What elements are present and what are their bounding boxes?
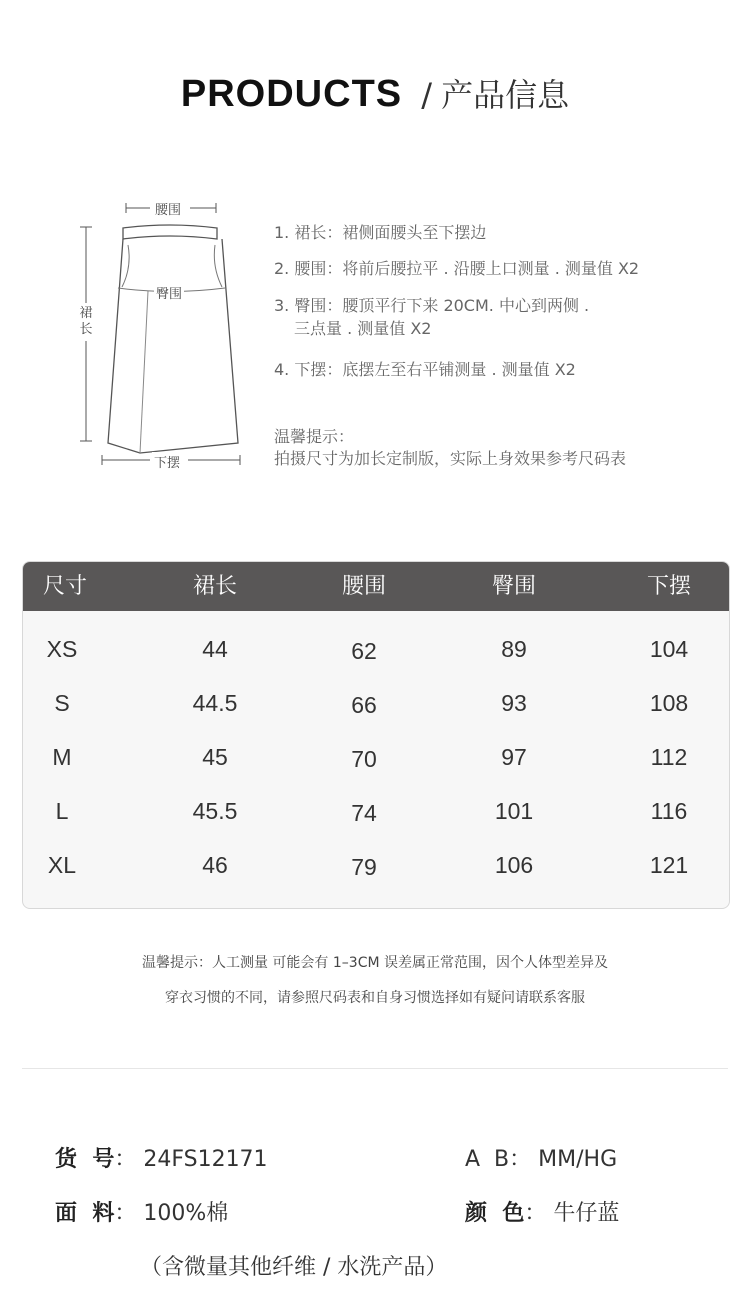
size-table [22, 561, 730, 909]
note-tip-title: 温馨提示： [274, 427, 355, 446]
fabric-label: 面 料 [55, 1201, 115, 1226]
cell-waist: 66 [351, 692, 377, 718]
header-hem: 下摆 [646, 574, 691, 599]
cell-hem: 121 [649, 852, 689, 878]
cell-waist: 79 [351, 854, 377, 880]
cell-size: XS [46, 636, 78, 662]
ab-value: MM/HG [538, 1147, 618, 1172]
section-divider [22, 1068, 728, 1069]
fabric-value: 100%棉 [143, 1201, 229, 1226]
ab-label: A B [465, 1147, 510, 1172]
skirt-measurement-diagram [70, 195, 260, 475]
cell-hip: 106 [494, 852, 534, 878]
diagram-length-char-2: 长 [79, 322, 93, 337]
cell-hip: 101 [494, 798, 534, 824]
cell-hem: 112 [650, 744, 688, 770]
cell-size: XL [47, 852, 77, 878]
header-size: 尺寸 [42, 574, 87, 599]
diagram-waist-label: 腰围 [153, 199, 183, 218]
cell-hip: 97 [501, 744, 527, 770]
item-number: 货 号： 24FS12171 [55, 1147, 268, 1172]
title-en: PRODUCTS [180, 73, 403, 115]
item-number-value: 24FS12171 [143, 1147, 268, 1172]
cell-length: 44 [202, 636, 228, 662]
cell-hem: 104 [649, 636, 689, 662]
tip-line-1: 温馨提示：人工测量 可能会有 1–3CM 误差属正常范围，因个人体型差异及 [141, 955, 609, 971]
diagram-length-char-1: 裙 [79, 306, 93, 321]
diagram-hem-label: 下摆 [152, 452, 182, 471]
skirt-slit-line [140, 291, 148, 453]
note-waist: 2. 腰围：将前后腰拉平 . 沿腰上口测量 . 测量值 X2 [274, 259, 640, 278]
note-hip: 3. 臀围：腰顶平行下来 20CM. 中心到两侧 . [274, 296, 590, 315]
page-title [0, 70, 750, 116]
fabric-note: （含微量其他纤维 / 水洗产品） [140, 1255, 448, 1280]
color-value: 牛仔蓝 [553, 1201, 620, 1226]
cell-size: S [54, 690, 70, 716]
pocket-left [122, 245, 129, 287]
cell-size: L [55, 798, 69, 824]
title-separator: / [421, 76, 432, 114]
color-field: 颜 色： 牛仔蓝 [465, 1201, 620, 1226]
header-waist: 腰围 [341, 574, 386, 599]
cell-length: 44.5 [192, 690, 238, 716]
cell-hip: 89 [501, 636, 527, 662]
cell-length: 45 [202, 744, 228, 770]
item-number-label: 货 号 [55, 1147, 115, 1172]
cell-hem: 108 [649, 690, 689, 716]
cell-hip: 93 [501, 690, 527, 716]
cell-waist: 62 [351, 638, 377, 664]
cell-waist: 74 [351, 800, 377, 826]
color-label: 颜 色 [465, 1201, 525, 1226]
fabric-field: 面 料： 100%棉 [55, 1201, 229, 1226]
header-length: 裙长 [192, 574, 237, 599]
diagram-hip-label: 臀围 [154, 283, 184, 302]
size-table-header [23, 562, 729, 611]
cell-hem: 116 [650, 798, 688, 824]
cell-waist: 70 [351, 746, 377, 772]
cell-length: 45.5 [192, 798, 238, 824]
cell-length: 46 [202, 852, 228, 878]
waistband-shape [123, 225, 217, 239]
note-hip-cont: 三点量 . 测量值 X2 [294, 319, 432, 338]
ab-field: A B： MM/HG [465, 1147, 618, 1172]
tip-line-2: 穿衣习惯的不同，请参照尺码表和自身习惯选择如有疑问请联系客服 [165, 990, 585, 1006]
title-cn: 产品信息 [441, 76, 570, 114]
diagram-length-label [78, 306, 94, 338]
pocket-right [214, 245, 222, 287]
note-tip-text: 拍摄尺寸为加长定制版，实际上身效果参考尺码表 [274, 449, 627, 468]
cell-size: M [52, 744, 72, 770]
header-hip: 臀围 [491, 574, 536, 599]
note-hem: 4. 下摆：底摆左至右平铺测量 . 测量值 X2 [274, 360, 576, 379]
note-length: 1. 裙长：裙侧面腰头至下摆边 [274, 223, 487, 242]
